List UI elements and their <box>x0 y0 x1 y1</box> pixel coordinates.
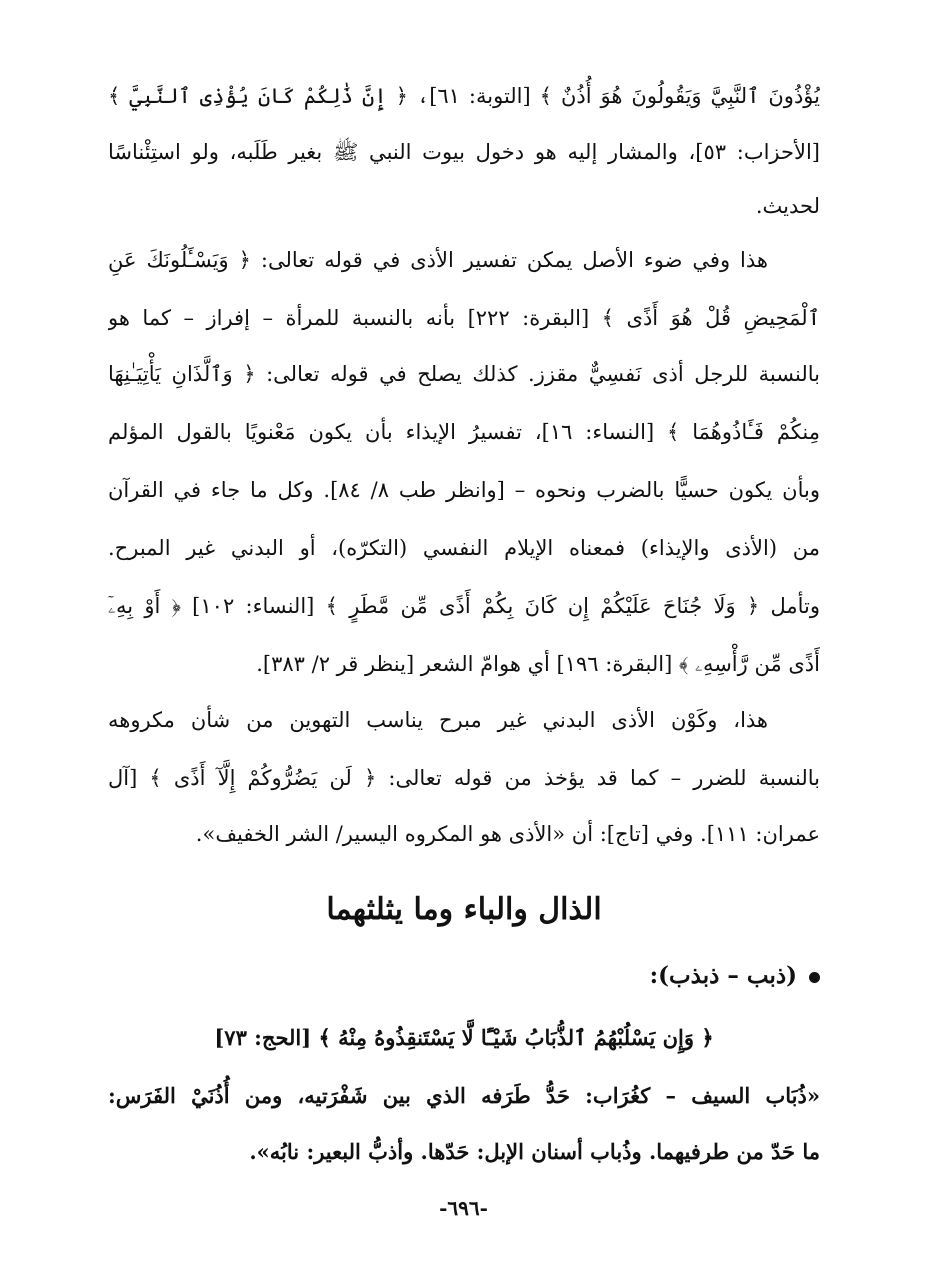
paragraph-2-line-6: من (الأذى والإيذاء) فمعناه الإيلام النفسي (التكرّه)، أو البدني غير المبرح. <box>108 536 820 560</box>
paragraph-2-line-8: أَذًى مِّن رَّأْسِهِۦ ﴾ [البقرة: ١٩٦] أي هوامّ الشعر [ينظر قر ٢/ ٣٨٣]. <box>256 652 820 676</box>
definition-line-1: «ذُبَاب السيف – كغُرَاب: حَدُّ طَرَفه الذي بين شَفْرَتيه، ومن أُذُنَيْ الفَرَس: <box>108 1083 820 1108</box>
paragraph-3-line-1: هذا، وكَوْن الأذى البدني غير مبرح يناسب التهوين من شأن مكروهه <box>108 708 768 732</box>
paragraph-2-line-7: وتأمل ﴿ وَلَا جُنَاحَ عَلَيْكُمْ إِن كَانَ بِكُمْ أَذًى مِّن مَّطَرٍ ﴾ [النساء: ١٠٢] ﴿ أَوْ بِهِۦٓ <box>108 594 820 618</box>
paragraph-2-line-4: مِنكُمْ فَـَٔاذُوهُمَا ﴾ [النساء: ١٦]، تفسيرُ الإيذاء بأن يكون مَعْنويًا بالقول المؤلم <box>108 420 820 444</box>
paragraph-2-line-1: هذا وفي ضوء الأصل يمكن تفسير الأذى في قوله تعالى: ﴿ وَيَسْـَٔلُونَكَ عَنِ <box>108 248 768 272</box>
paragraph-1-line-2: [الأحزاب: ٥٣]، والمشار إليه هو دخول بيوت النبي ﷺ بغير طَلَبه، ولو استِئْناسًا <box>108 140 820 164</box>
paragraph-3-line-3: عمران: ١١١]. وفي [تاج]: أن «الأذى هو المكروه اليسير/ الشر الخفيف». <box>195 822 820 846</box>
entry-root: (ذبب – ذبذب): <box>649 962 797 989</box>
paragraph-2-line-5: وبأن يكون حسيًّا بالضرب ونحوه – [وانظر طب ٨/ ٨٤]. وكل ما جاء في القرآن <box>108 478 820 502</box>
paragraph-2-line-2: ٱلْمَحِيضِ قُلْ هُوَ أَذًى ﴾ [البقرة: ٢٢٢] بأنه بالنسبة للمرأة – إفراز – كما هو <box>108 306 820 330</box>
entry-root-line <box>108 948 820 1004</box>
definition-line-2: ما حَدّ من طرفيهما. وذُباب أسنان الإبل: حَدّها. وأذبُّ البعير: نابُه». <box>249 1139 820 1164</box>
paragraph-3-line-2: بالنسبة للضرر – كما قد يؤخذ من قوله تعالى: ﴿ لَن يَضُرُّوكُمْ إِلَّآ أَذًى ﴾ [آل <box>108 766 820 790</box>
page-number: -٦٩٦- <box>439 1196 488 1220</box>
quranic-verse: ﴿ وَإِن يَسْلُبْهُمُ ٱلذُّبَابُ شَيْـًٔا لَّا يَسْتَنقِذُوهُ مِنْهُ ﴾ [الحج: ٧٣] <box>214 1025 714 1050</box>
section-heading: الذال والباء وما يثلثهما <box>326 892 602 927</box>
paragraph-1-line-1: يُؤْذُونَ ٱلنَّبِيَّ وَيَقُولُونَ هُوَ أُذُنٌ ﴾ [التوبة: ٦١]، ﴿ إِنَّ ذَٰلِكُمْ كَانَ يُؤْذِى ٱلنَّبِيَّ ﴾ <box>108 84 820 108</box>
paragraph-2-line-3: بالنسبة للرجل أذى نَفسِيٌّ مقزز. كذلك يصلح في قوله تعالى: ﴿ وَٱلَّذَانِ يَأْتِيَـٰنِهَا <box>108 362 820 386</box>
paragraph-1-line-3: لحديث. <box>755 194 820 218</box>
bullet-icon <box>809 972 820 983</box>
